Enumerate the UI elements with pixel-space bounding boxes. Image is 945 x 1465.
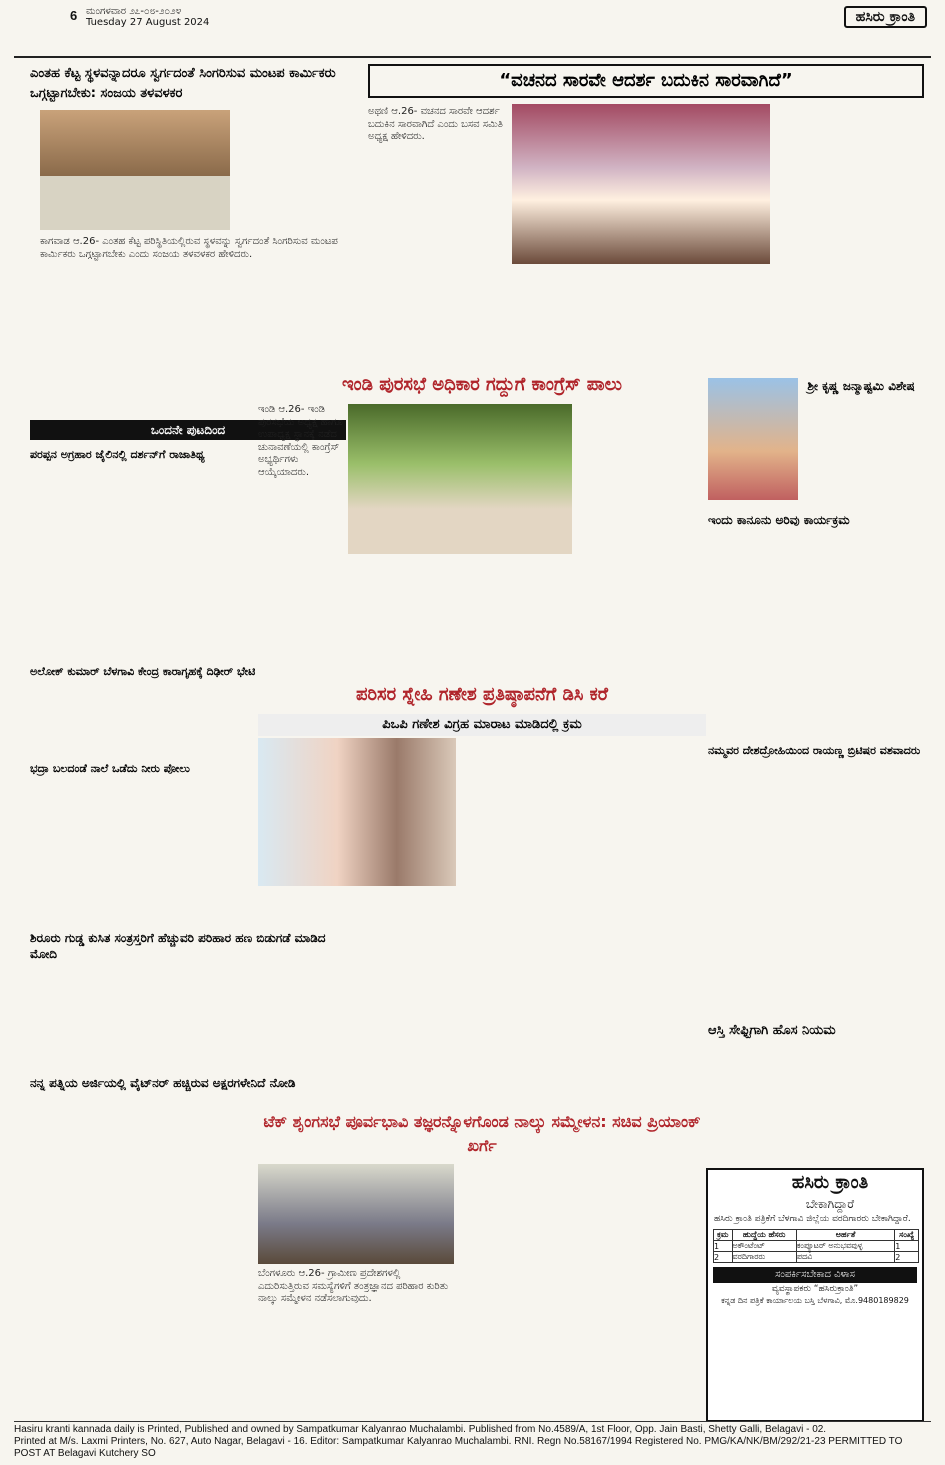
table-row xyxy=(714,1241,919,1252)
ad-brand: ಹಸಿರು ಕ್ರಾಂತಿ xyxy=(791,1172,869,1193)
photo-guru-nandana xyxy=(512,104,770,264)
story-rayanna-headline: ನಮ್ಮವರ ದೇಶದ್ರೋಹಿಯಿಂದ ರಾಯಣ್ಣ ಬ್ರಿಟಿಷರ ವಶವಾದರು xyxy=(708,744,921,757)
ad-cell: 2 xyxy=(895,1252,919,1263)
story-alok-headline: ಅಲೋಕ್ ಕುಮಾರ್ ಬೆಳಗಾವಿ ಕೇಂದ್ರ ಕಾರಾಗೃಹಕ್ಕೆ ದಿಢೀರ್ ಭೇಟಿ xyxy=(30,665,256,678)
story-ganesha-subhead: ಪಿಒಪಿ ಗಣೇಶ ವಿಗ್ರಹ ಮಾರಾಟ ಮಾಡಿದಲ್ಲಿ ಕ್ರಮ xyxy=(258,714,706,736)
story-tech-body: ಬೆಂಗಳೂರು ಆ.26- ಗ್ರಾಮೀಣ ಪ್ರದೇಶಗಳಲ್ಲಿ ಎದುರಿಸುತ್ತಿರುವ ಸಮಸ್ಯೆಗಳಿಗೆ ತಂತ್ರಜ್ಞಾನದ ಪರಿಹಾರ ಕುರಿತು ನಾಲ್ಕು ಸಮ್ಮೇಳನ ನಡೆಸಲಾಗುವುದು. xyxy=(258,1268,449,1304)
date-english: Tuesday 27 August 2024 xyxy=(86,17,210,28)
story-asti-headline: ಆಸ್ತಿ ಸೇಫ್ಟಿಗಾಗಿ ಹೊಸ ನಿಯಮ xyxy=(708,1023,836,1038)
ad-cell: 2 xyxy=(714,1252,733,1263)
story-mantapa-headline: ಎಂತಹ ಕೆಟ್ಟ ಸ್ಥಳವನ್ನಾದರೂ ಸ್ವರ್ಗದಂತೆ ಸಿಂಗರಿಸುವ ಮಂಟಪ ಕಾರ್ಮಿಕರು ಒಗ್ಗಟ್ಟಾಗಬೇಕು: ಸಂಜಯ ತಳವಳಕರ xyxy=(30,66,336,101)
ad-intro: ಹಸಿರು ಕ್ರಾಂತಿ ಪತ್ರಿಕೆಗೆ ಬೆಳಗಾವಿ ಜಿಲ್ಲೆಯ ವರದಿಗಾರರು ಬೇಕಾಗಿದ್ದಾರೆ. xyxy=(714,1214,911,1224)
page-number: 6 xyxy=(70,8,78,23)
story-tech-headline: ಟೆಕ್ ಶೃಂಗಸಭೆ ಪೂರ್ವಭಾವಿ ತಜ್ಞರನ್ನೊಳಗೊಂಡ ನಾಲ್ಕು ಸಮ್ಮೇಳನ: ಸಚಿವ ಪ್ರಿಯಾಂಕ್ ಖರ್ಗೆ xyxy=(263,1112,701,1155)
story-kanoonu-headline: ಇಂದು ಕಾನೂನು ಅರಿವು ಕಾರ್ಯಕ್ರಮ xyxy=(708,513,850,527)
ad-th-2: ಹುದ್ದೆಯ ಹೆಸರು xyxy=(732,1230,796,1241)
ad-contact-name: ವ್ಯವಸ್ಥಾಪಕರು “ಹಸಿರುಕ್ರಾಂತಿ” xyxy=(771,1284,859,1294)
story-indi-headline: ಇಂಡಿ ಪುರಸಭೆ ಅಧಿಕಾರ ಗದ್ದುಗೆ ಕಾಂಗ್ರೆಸ್ ಪಾಲು xyxy=(341,374,623,395)
story-bhadra-headline: ಭದ್ರಾ ಬಲದಂಡೆ ನಾಲೆ ಒಡೆದು ನೀರು ಪೋಲು xyxy=(30,762,190,775)
ad-contact-line: ಕನ್ನಡ ದಿನ ಪತ್ರಿಕೆ ಕಾರ್ಯಾಲಯ ಬಸ್ತಿ ಬೆಳಗಾವಿ, ಮೊ.9480189829 xyxy=(721,1296,909,1305)
story-whitener-headline: ನನ್ನ ಪತ್ನಿಯ ಅರ್ಜಿಯಲ್ಲಿ ವೈಟ್‌ನರ್ ಹಚ್ಚಿರುವ ಅಕ್ಷರಗಳೇನಿದೆ ನೋಡಿ xyxy=(30,1076,296,1090)
photo-mantapa-event xyxy=(40,110,230,230)
story-indi-body: ಇಂಡಿ ಆ.26- ಇಂಡಿ ಪುರಸಭೆಯ ಅಧ್ಯಕ್ಷ ಹಾಗೂ ಉಪಾಧ್ಯಕ್ಷ ಸ್ಥಾನಕ್ಕೆ ನಡೆದ ಚುನಾವಣೆಯಲ್ಲಿ ಕಾಂಗ್ರೆಸ್ ಅಭ್ಯರ್ಥಿಗಳು ಆಯ್ಕೆಯಾದರು. xyxy=(258,404,343,478)
ad-table xyxy=(713,1229,919,1263)
story-mantapa-body: ಕಾಗವಾಡ ಆ.26- ಎಂತಹ ಕೆಟ್ಟ ಪರಿಸ್ಥಿತಿಯಲ್ಲಿರುವ ಸ್ಥಳವನ್ನು ಸ್ವರ್ಗದಂತೆ ಸಿಂಗರಿಸುವ ಮಂಟಪ ಕಾರ್ಮಿಕರು ಒಗ್ಗಟ್ಟಾಗಬೇಕು ಎಂದು ಸಂಜಯ ತಳವಳಕರ ಹೇಳಿದರು. xyxy=(40,236,338,260)
story-shiruru-headline: ಶಿರೂರು ಗುಡ್ಡ ಕುಸಿತ ಸಂತ್ರಸ್ತರಿಗೆ ಹೆಚ್ಚುವರಿ ಪರಿಹಾರ ಹಣ ಬಿಡುಗಡೆ ಮಾಡಿದ ಮೋದಿ xyxy=(30,931,326,961)
footer-line-2: Printed at M/s. Laxmi Printers, No. 627, Auto Nagar, Belagavi - 16. Editor: Sampatkumar Kalyanrao Muchalambi. RNI. Regn No.58167/1994 Registered No. PMG/KA/NK/BM/292/21-23 PERMITTED TO POST AT Belagavi Kutchery SO xyxy=(14,1436,903,1459)
date-kannada: ಮಂಗಳವಾರ ೨೭-೦೮-೨೦೨೪ xyxy=(86,6,182,17)
photo-krishna-janmashtami xyxy=(708,378,798,500)
section-bar-onadne-puta: ಒಂದನೇ ಪುಟದಿಂದ xyxy=(30,420,346,440)
ad-tagline: ಬೇಕಾಗಿದ್ದಾರೆ xyxy=(805,1197,855,1211)
page-header xyxy=(14,6,931,58)
ad-cell: ಕಂಪ್ಯೂಟರ್ ಅನುಭವವುಳ್ಳ xyxy=(796,1241,894,1252)
story-krishna-headline: ಶ್ರೀ ಕೃಷ್ಣ ಜನ್ಮಾಷ್ಟಮಿ ವಿಶೇಷ xyxy=(807,379,915,393)
footer-line-1: Hasiru kranti kannada daily is Printed, Published and owned by Sampatkumar Kalyanrao Muchalambi. Published from No.4589/A, 1st Floor, Opp. Jain Basti, Shetty Galli, Belagavi - 02. xyxy=(14,1424,827,1435)
photo-tech-meeting xyxy=(258,1164,454,1264)
date-block xyxy=(86,6,209,28)
ad-cell: ಪದವಿ xyxy=(796,1252,894,1263)
story-ganesha-headline: ಪರಿಸರ ಸ್ನೇಹಿ ಗಣೇಶ ಪ್ರತಿಷ್ಠಾಪನೆಗೆ ಡಿಸಿ ಕರೆ xyxy=(355,684,609,705)
ad-cell: ಅಕೌಂಟೆಂಟ್ xyxy=(732,1241,796,1252)
table-row xyxy=(714,1252,919,1263)
brand-badge: ಹಸಿರು ಕ್ರಾಂತಿ xyxy=(844,6,927,28)
photo-indi-celebration xyxy=(348,404,572,554)
ad-th-3: ಅರ್ಹತೆ xyxy=(796,1230,894,1241)
ad-th-1: ಕ್ರಮ xyxy=(714,1230,733,1241)
story-darshan-headline: ಪರಪ್ಪನ ಅಗ್ರಹಾರ ಜೈಲಿನಲ್ಲಿ ದರ್ಶನ್‌ಗೆ ರಾಜಾತಿಥ್ಯ xyxy=(30,448,205,461)
ad-contact-label: ಸಂಪರ್ಕಿಸಬೇಕಾದ ವಿಳಾಸ xyxy=(713,1267,917,1283)
ad-cell: 1 xyxy=(895,1241,919,1252)
ad-cell: ವರದಿಗಾರರು xyxy=(732,1252,796,1263)
ad-box xyxy=(706,1168,924,1422)
ad-cell: 1 xyxy=(714,1241,733,1252)
photo-ganesha-idols xyxy=(258,738,456,886)
story-vachana-headline: “ವಚನದ ಸಾರವೇ ಆದರ್ಶ ಬದುಕಿನ ಸಾರವಾಗಿದೆ” xyxy=(368,64,924,98)
story-vachana-body: ಅಥಣಿ ಆ.26- ವಚನದ ಸಾರವೇ ಆದರ್ಶ ಬದುಕಿನ ಸಾರವಾಗಿದೆ ಎಂದು ಬಸವ ಸಮಿತಿ ಅಧ್ಯಕ್ಷ ಹೇಳಿದರು. xyxy=(368,106,503,142)
ad-th-4: ಸಂಖ್ಯೆ xyxy=(895,1230,919,1241)
page-footer xyxy=(14,1421,931,1459)
